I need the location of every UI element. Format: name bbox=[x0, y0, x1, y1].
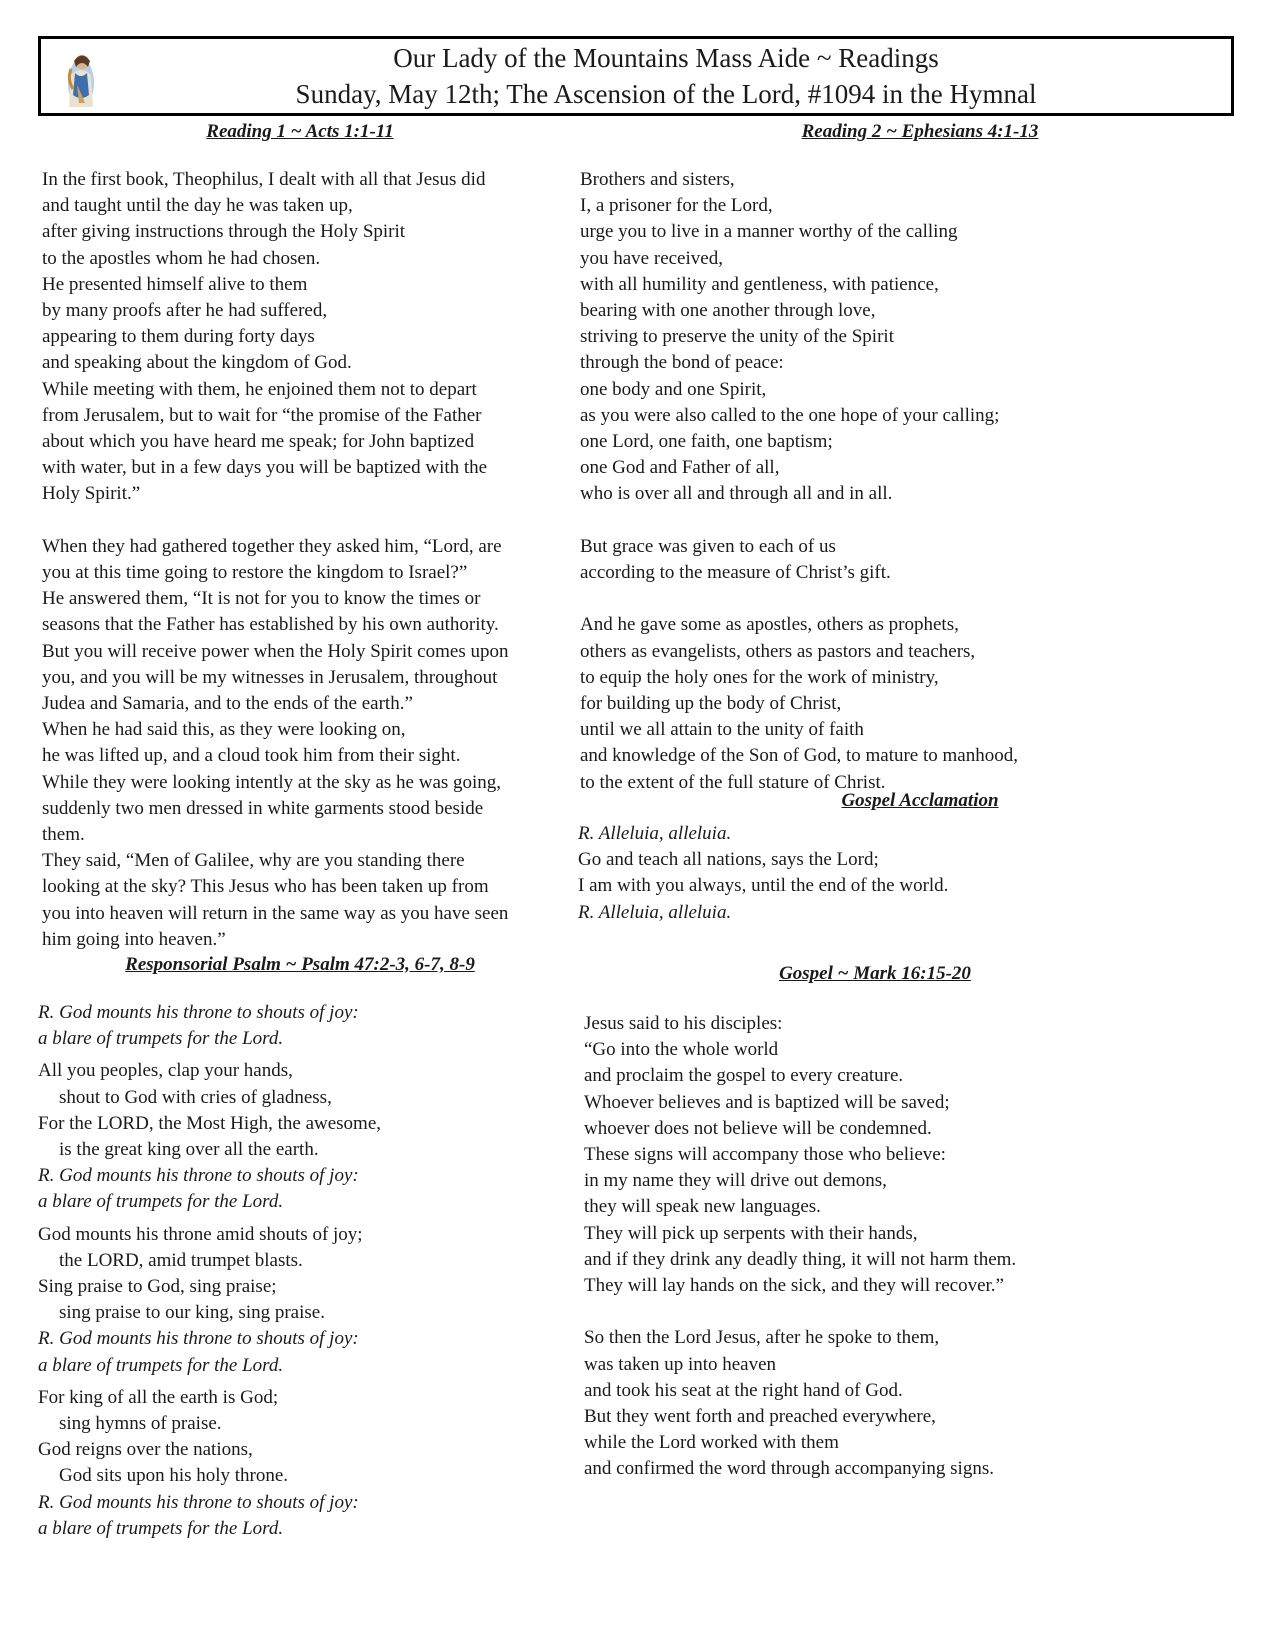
text-line: about which you have heard me speak; for John baptized bbox=[42, 431, 475, 453]
text-line: “Go into the whole world bbox=[584, 1039, 779, 1061]
text-line: But they went forth and preached everywhere, bbox=[584, 1406, 936, 1428]
text-line: and if they drink any deadly thing, it will not harm them. bbox=[584, 1248, 1017, 1270]
text-line: But grace was given to each of us bbox=[580, 535, 836, 557]
text-line: after giving instructions through the Holy Spirit bbox=[42, 221, 406, 243]
psalm-line: God sits upon his holy throne. bbox=[59, 1465, 289, 1487]
text-line: through the bond of peace: bbox=[580, 352, 784, 374]
text-line: others as evangelists, others as pastors and teachers, bbox=[580, 640, 976, 662]
text-line: striving to preserve the unity of the Spirit bbox=[580, 326, 894, 348]
text-line: Holy Spirit.” bbox=[42, 483, 141, 505]
text-line: you have received, bbox=[580, 247, 723, 269]
text-line: you into heaven will return in the same way as you have seen bbox=[42, 902, 509, 924]
text-line: to the apostles whom he had chosen. bbox=[42, 247, 321, 269]
text-line: In the first book, Theophilus, I dealt with all that Jesus did bbox=[42, 169, 486, 190]
madonna-image-icon bbox=[57, 45, 105, 111]
acclamation-response: R. Alleluia, alleluia. bbox=[578, 823, 732, 844]
text-line: So then the Lord Jesus, after he spoke to them, bbox=[584, 1327, 940, 1349]
psalm-response: a blare of trumpets for the Lord. bbox=[38, 1517, 284, 1539]
text-line: He presented himself alive to them bbox=[42, 273, 308, 295]
text-line: and confirmed the word through accompanying signs. bbox=[584, 1458, 994, 1480]
psalm-response: a blare of trumpets for the Lord. bbox=[38, 1191, 284, 1213]
reading1-heading: Reading 1 ~ Acts 1:1-11 bbox=[206, 121, 394, 142]
text-line: from Jerusalem, but to wait for “the promise of the Father bbox=[42, 404, 482, 426]
text-line: in my name they will drive out demons, bbox=[584, 1170, 887, 1192]
text-line: he was lifted up, and a cloud took him from their sight. bbox=[42, 745, 461, 767]
text-line: While they were looking intently at the sky as he was going, bbox=[42, 771, 502, 793]
text-line: When he had said this, as they were looking on, bbox=[42, 719, 406, 741]
text-line: Whoever believes and is baptized will be saved; bbox=[584, 1091, 950, 1113]
text-line: They will pick up serpents with their hands, bbox=[584, 1222, 918, 1244]
text-line: When they had gathered together they asked him, “Lord, are bbox=[42, 535, 502, 557]
text-line: you at this time going to restore the kingdom to Israel?” bbox=[42, 562, 468, 584]
text-line: they will speak new languages. bbox=[584, 1196, 821, 1218]
text-line: seasons that the Father has established by his own authority. bbox=[42, 614, 499, 636]
text-line: you, and you will be my witnesses in Jerusalem, throughout bbox=[42, 666, 498, 688]
acclamation-text bbox=[578, 821, 948, 926]
psalm-response: R. God mounts his throne to shouts of joy: bbox=[38, 1165, 359, 1187]
psalm-response: R. God mounts his throne to shouts of joy: bbox=[38, 1328, 359, 1350]
text-line: one body and one Spirit, bbox=[580, 378, 767, 400]
reading1-text bbox=[42, 167, 508, 953]
text-line: with water, but in a few days you will be baptized with the bbox=[42, 457, 488, 479]
text-line: for building up the body of Christ, bbox=[580, 693, 842, 715]
text-line: appearing to them during forty days bbox=[42, 326, 315, 348]
text-line: Judea and Samaria, and to the ends of the earth.” bbox=[42, 693, 413, 715]
psalm-response: R. God mounts his throne to shouts of joy: bbox=[38, 1491, 359, 1513]
text-line: looking at the sky? This Jesus who has been taken up from bbox=[42, 876, 489, 898]
reading2-text bbox=[580, 167, 1018, 796]
text-line: them. bbox=[42, 824, 85, 846]
text-line: was taken up into heaven bbox=[584, 1353, 777, 1375]
text-line: and taught until the day he was taken up, bbox=[42, 195, 353, 217]
text-line: and took his seat at the right hand of God. bbox=[584, 1379, 903, 1401]
text-line: by many proofs after he had suffered, bbox=[42, 300, 328, 322]
text-line: who is over all and through all and in all. bbox=[580, 483, 893, 505]
acclamation-heading: Gospel Acclamation bbox=[841, 790, 999, 811]
reading2-heading: Reading 2 ~ Ephesians 4:1-13 bbox=[801, 121, 1039, 142]
acclamation-response: R. Alleluia, alleluia. bbox=[578, 901, 732, 923]
text-line: I, a prisoner for the Lord, bbox=[580, 195, 773, 217]
text-line: as you were also called to the one hope of your calling; bbox=[580, 404, 1000, 426]
acclamation-verse: Go and teach all nations, says the Lord; bbox=[578, 849, 879, 871]
text-line: Jesus said to his disciples: bbox=[584, 1013, 783, 1034]
text-line: until we all attain to the unity of faith bbox=[580, 719, 864, 741]
page-title: Our Lady of the Mountains Mass Aide ~ Readings bbox=[393, 43, 939, 73]
text-line: While meeting with them, he enjoined them not to depart bbox=[42, 378, 477, 400]
text-line: to equip the holy ones for the work of ministry, bbox=[580, 666, 939, 688]
psalm-heading: Responsorial Psalm ~ Psalm 47:2-3, 6-7, 8-9 bbox=[125, 954, 475, 975]
psalm-line: For king of all the earth is God; bbox=[38, 1386, 279, 1408]
acclamation-verse: I am with you always, until the end of the world. bbox=[578, 875, 949, 897]
gospel-heading: Gospel ~ Mark 16:15-20 bbox=[779, 963, 971, 984]
text-line: while the Lord worked with them bbox=[584, 1432, 839, 1454]
text-line: and knowledge of the Son of God, to mature to manhood, bbox=[580, 745, 1018, 767]
psalm-line: is the great king over all the earth. bbox=[59, 1139, 319, 1161]
text-line bbox=[580, 508, 1018, 534]
text-line: and speaking about the kingdom of God. bbox=[42, 352, 352, 374]
text-line: They will lay hands on the sick, and they will recover.” bbox=[584, 1275, 1004, 1297]
text-line: with all humility and gentleness, with patience, bbox=[580, 273, 939, 295]
psalm-response: R. God mounts his throne to shouts of joy: bbox=[38, 1002, 359, 1023]
text-line: They said, “Men of Galilee, why are you standing there bbox=[42, 850, 465, 872]
text-line: These signs will accompany those who believe: bbox=[584, 1144, 946, 1166]
text-line: He answered them, “It is not for you to know the times or bbox=[42, 588, 481, 610]
text-line: whoever does not believe will be condemned. bbox=[584, 1117, 932, 1139]
text-line: to the extent of the full stature of Christ. bbox=[580, 771, 886, 793]
text-line: suddenly two men dressed in white garments stood beside bbox=[42, 797, 484, 819]
psalm-line: sing praise to our king, sing praise. bbox=[59, 1302, 325, 1324]
psalm-response: a blare of trumpets for the Lord. bbox=[38, 1354, 284, 1376]
text-line: bearing with one another through love, bbox=[580, 300, 876, 322]
text-line: urge you to live in a manner worthy of the calling bbox=[580, 221, 958, 243]
text-line: one Lord, one faith, one baptism; bbox=[580, 431, 833, 453]
text-line bbox=[584, 1299, 1016, 1325]
psalm-line: the LORD, amid trumpet blasts. bbox=[59, 1249, 303, 1271]
header-box bbox=[38, 36, 1234, 116]
text-line bbox=[580, 586, 1018, 612]
text-line: according to the measure of Christ’s gift. bbox=[580, 562, 891, 584]
psalm-line: Sing praise to God, sing praise; bbox=[38, 1276, 277, 1298]
psalm-line: All you peoples, clap your hands, bbox=[38, 1060, 293, 1082]
gospel-text bbox=[584, 1011, 1016, 1483]
psalm-line: shout to God with cries of gladness, bbox=[59, 1086, 332, 1108]
psalm-response: a blare of trumpets for the Lord. bbox=[38, 1028, 284, 1050]
page-subtitle: Sunday, May 12th; The Ascension of the Lord, #1094 in the Hymnal bbox=[295, 79, 1037, 109]
text-line: Brothers and sisters, bbox=[580, 169, 735, 190]
text-line: him going into heaven.” bbox=[42, 928, 226, 950]
text-line: But you will receive power when the Holy Spirit comes upon bbox=[42, 640, 509, 662]
text-line: one God and Father of all, bbox=[580, 457, 780, 479]
text-line: and proclaim the gospel to every creature. bbox=[584, 1065, 904, 1087]
psalm-text bbox=[38, 1000, 381, 1542]
text-line: And he gave some as apostles, others as prophets, bbox=[580, 614, 959, 636]
psalm-line: sing hymns of praise. bbox=[59, 1413, 222, 1435]
psalm-line: For the LORD, the Most High, the awesome, bbox=[38, 1112, 382, 1134]
text-line bbox=[42, 508, 508, 534]
psalm-line: God mounts his throne amid shouts of joy; bbox=[38, 1223, 363, 1245]
psalm-line: God reigns over the nations, bbox=[38, 1439, 253, 1461]
